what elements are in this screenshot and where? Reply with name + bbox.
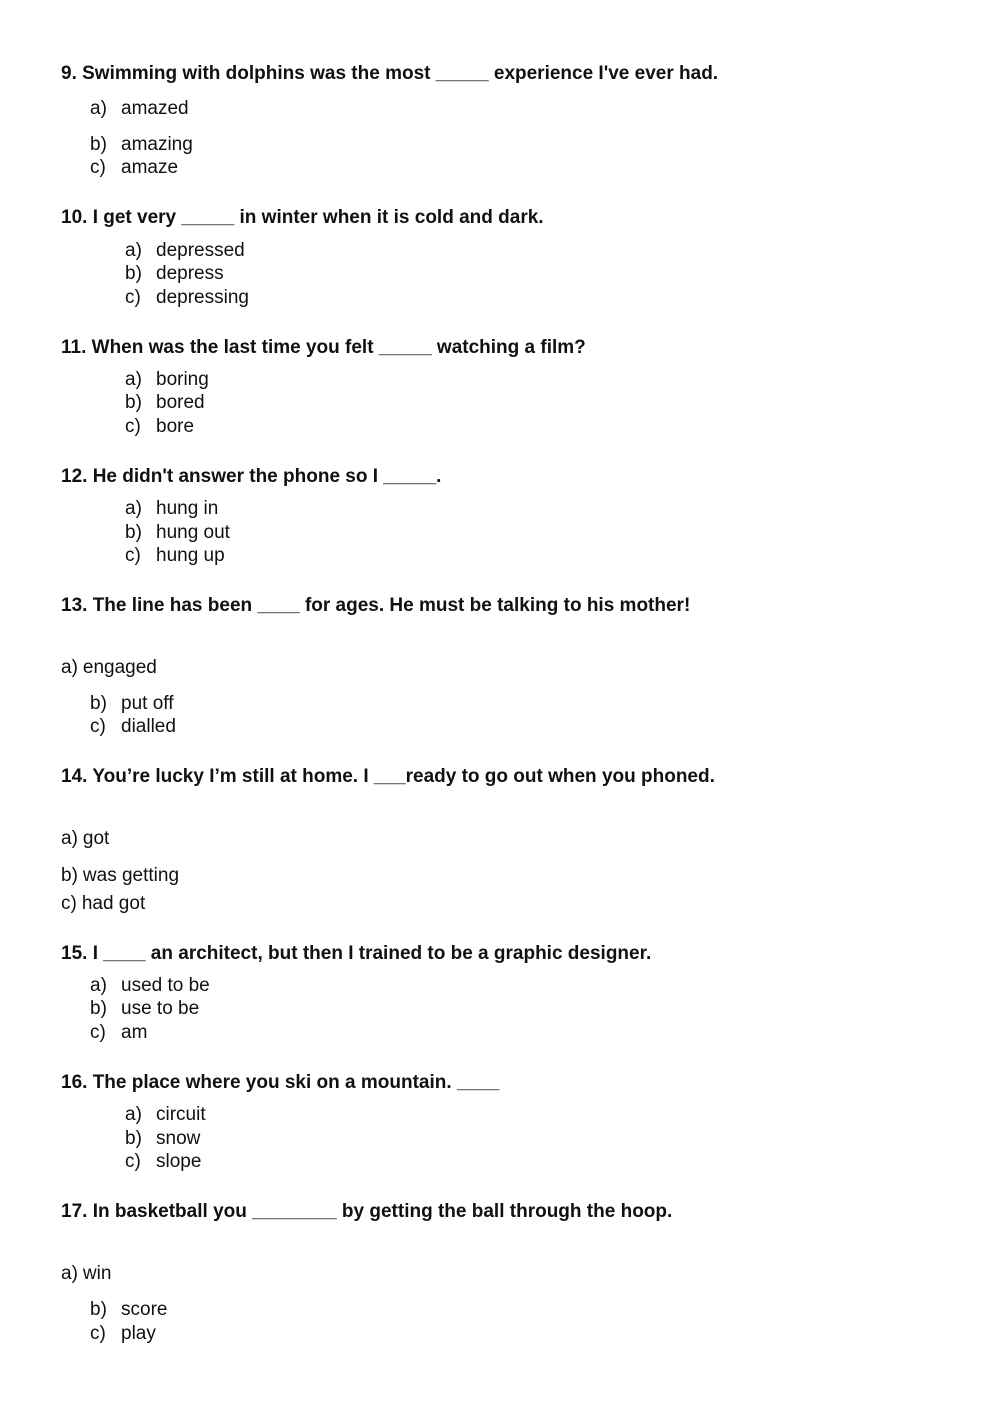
option-9c[interactable]: [90, 158, 178, 177]
option-text: hung in: [156, 498, 219, 519]
option-17b[interactable]: [90, 1300, 167, 1319]
option-letter: c): [90, 1022, 106, 1043]
question-16: 16. The place where you ski on a mountain. ____: [61, 1072, 500, 1093]
option-text: win: [82, 1263, 112, 1284]
option-12b[interactable]: [125, 523, 230, 542]
option-text: bore: [156, 416, 195, 437]
option-14a[interactable]: [61, 829, 109, 848]
option-10b[interactable]: [125, 264, 224, 283]
option-10c[interactable]: [125, 288, 249, 307]
option-letter: a): [125, 1104, 142, 1125]
option-16b[interactable]: [125, 1129, 200, 1148]
option-15b[interactable]: [90, 999, 199, 1018]
option-11a[interactable]: [125, 370, 209, 389]
option-text: put off: [121, 693, 174, 714]
option-14b[interactable]: [61, 866, 179, 885]
option-letter: c): [61, 893, 77, 914]
question-10: 10. I get very _____ in winter when it is cold and dark.: [61, 207, 544, 228]
option-text: depress: [156, 263, 224, 284]
option-11c[interactable]: [125, 417, 194, 436]
option-text: engaged: [82, 657, 157, 678]
option-letter: b): [125, 392, 142, 413]
option-10a[interactable]: [125, 241, 245, 260]
option-letter: a): [61, 657, 78, 678]
option-text: depressed: [156, 240, 245, 261]
option-text: had got: [81, 893, 146, 914]
option-letter: a): [125, 369, 142, 390]
question-9: 9. Swimming with dolphins was the most _____ experience I've ever had.: [61, 63, 719, 84]
option-text: used to be: [121, 975, 210, 996]
option-letter: c): [90, 1323, 106, 1344]
option-letter: a): [90, 975, 107, 996]
option-text: am: [121, 1022, 148, 1043]
option-text: circuit: [156, 1104, 206, 1125]
option-13a[interactable]: [61, 658, 157, 677]
option-text: dialled: [121, 716, 176, 737]
option-text: score: [121, 1299, 168, 1320]
option-16a[interactable]: [125, 1105, 206, 1124]
option-letter: c): [90, 716, 106, 737]
option-letter: b): [125, 1128, 142, 1149]
option-letter: a): [125, 498, 142, 519]
option-text: hung up: [156, 545, 225, 566]
option-text: boring: [156, 369, 209, 390]
option-letter: b): [125, 263, 142, 284]
option-letter: a): [61, 1263, 78, 1284]
option-text: bored: [156, 392, 205, 413]
question-15: 15. I ____ an architect, but then I trained to be a graphic designer.: [61, 943, 652, 964]
option-letter: c): [125, 545, 141, 566]
option-letter: a): [90, 98, 107, 119]
option-text: was getting: [82, 865, 180, 886]
option-9b[interactable]: [90, 135, 193, 154]
option-text: play: [121, 1323, 156, 1344]
option-text: amaze: [121, 157, 179, 178]
option-13c[interactable]: [90, 717, 176, 736]
option-text: depressing: [156, 287, 249, 308]
option-text: snow: [156, 1128, 201, 1149]
option-letter: b): [90, 998, 107, 1019]
option-letter: b): [90, 134, 107, 155]
option-letter: a): [125, 240, 142, 261]
option-16c[interactable]: [125, 1152, 201, 1171]
option-letter: c): [125, 416, 141, 437]
option-15c[interactable]: [90, 1023, 147, 1042]
option-letter: a): [61, 828, 78, 849]
question-17: 17. In basketball you ________ by getting the ball through the hoop.: [61, 1201, 673, 1222]
option-13b[interactable]: [90, 694, 173, 713]
option-12a[interactable]: [125, 499, 218, 518]
option-letter: c): [125, 1151, 141, 1172]
option-letter: b): [125, 522, 142, 543]
option-text: got: [82, 828, 110, 849]
option-text: use to be: [121, 998, 200, 1019]
option-9a[interactable]: [90, 99, 189, 118]
option-17a[interactable]: [61, 1264, 111, 1283]
option-text: hung out: [156, 522, 230, 543]
option-17c[interactable]: [90, 1324, 156, 1343]
option-text: slope: [156, 1151, 202, 1172]
option-letter: b): [61, 865, 78, 886]
option-letter: b): [90, 693, 107, 714]
option-11b[interactable]: [125, 393, 205, 412]
option-text: amazed: [121, 98, 189, 119]
option-letter: b): [90, 1299, 107, 1320]
question-11: 11. When was the last time you felt _____ watching a film?: [61, 337, 586, 358]
question-14: 14. You’re lucky I’m still at home. I ___ready to go out when you phoned.: [61, 766, 715, 787]
option-text: amazing: [121, 134, 193, 155]
question-13: 13. The line has been ____ for ages. He must be talking to his mother!: [61, 595, 691, 616]
option-letter: c): [125, 287, 141, 308]
option-letter: c): [90, 157, 106, 178]
option-15a[interactable]: [90, 976, 210, 995]
question-12: 12. He didn't answer the phone so I _____.: [61, 466, 442, 487]
option-12c[interactable]: [125, 546, 225, 565]
option-14c[interactable]: [61, 894, 145, 913]
